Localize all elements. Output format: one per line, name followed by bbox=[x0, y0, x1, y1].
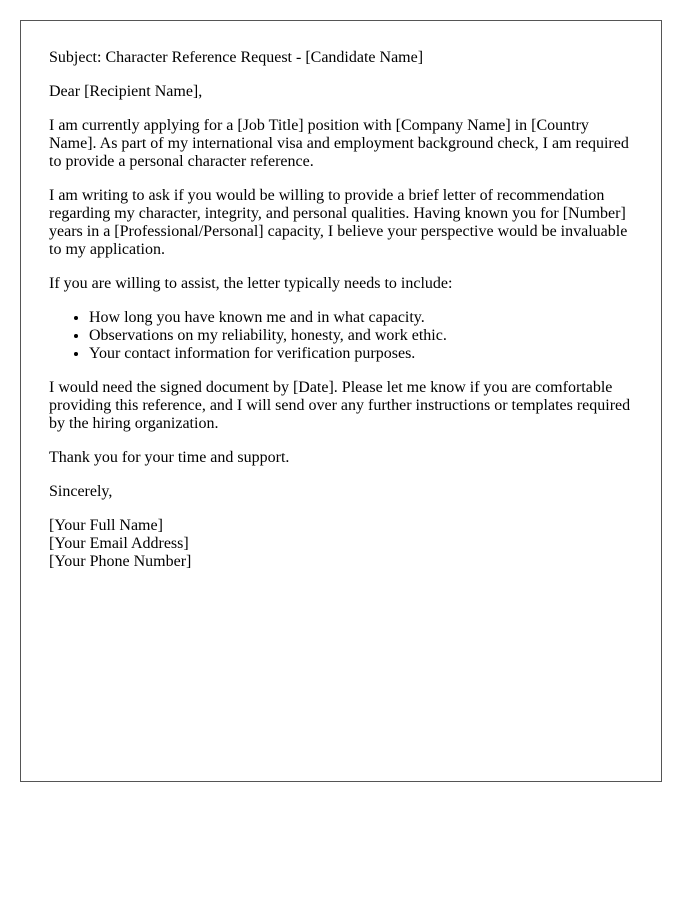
paragraph-thanks: Thank you for your time and support. bbox=[49, 449, 290, 466]
paragraph-list-intro: If you are willing to assist, the letter typically needs to include: bbox=[49, 275, 453, 292]
letter-document bbox=[20, 20, 662, 782]
requirements-list bbox=[49, 309, 633, 363]
signature-name: [Your Full Name] bbox=[49, 517, 163, 534]
signature-phone: [Your Phone Number] bbox=[49, 553, 192, 570]
paragraph-request: I am writing to ask if you would be willing to provide a brief letter of recommendation regarding my character, integrity, and personal qualities. Having known you for [Number] years in a [Professional/Personal] capacity, I believe your perspective would be invaluable to my application. bbox=[49, 187, 628, 258]
subject-line: Subject: Character Reference Request - [Candidate Name] bbox=[49, 49, 424, 66]
signature-email: [Your Email Address] bbox=[49, 535, 189, 552]
list-item: • Your contact information for verification purposes. bbox=[89, 345, 633, 363]
list-item: • How long you have known me and in what capacity. bbox=[89, 309, 633, 327]
paragraph-intro: I am currently applying for a [Job Title] position with [Company Name] in [Country Name]. As part of my international visa and employment background check, I am required to provide a personal character reference. bbox=[49, 117, 629, 170]
list-item: • Observations on my reliability, honesty, and work ethic. bbox=[89, 327, 633, 345]
paragraph-deadline: I would need the signed document by [Date]. Please let me know if you are comfortable providing this reference, and I will send over any further instructions or templates required by the hiring organization. bbox=[49, 379, 631, 432]
signature-block bbox=[49, 517, 633, 571]
greeting: Dear [Recipient Name], bbox=[49, 83, 203, 100]
signoff: Sincerely, bbox=[49, 483, 113, 500]
